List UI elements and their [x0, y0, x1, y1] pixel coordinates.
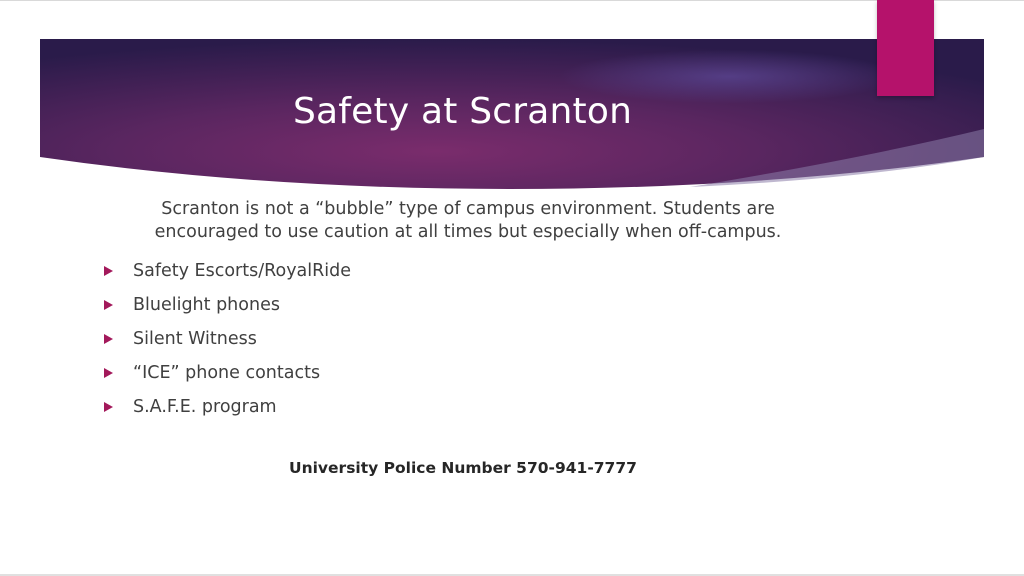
- accent-tab: [877, 0, 934, 96]
- list-item: [104, 288, 351, 322]
- bullet-text: “ICE” phone contacts: [133, 363, 321, 383]
- intro-paragraph: Scranton is not a “bubble” type of campus environment. Students are encouraged to use caution at all times but especially when off-campus.: [154, 199, 782, 242]
- list-item: [104, 254, 351, 288]
- list-item: [104, 322, 351, 356]
- bullet-text: Safety Escorts/RoyalRide: [133, 261, 352, 281]
- bullet-text: Silent Witness: [133, 329, 257, 349]
- bullet-list: [104, 254, 351, 424]
- bullet-text: Bluelight phones: [133, 295, 280, 315]
- top-divider: [0, 0, 1024, 1]
- list-item: [104, 390, 351, 424]
- slide-title: Safety at Scranton: [293, 91, 633, 132]
- triangle-bullet-icon: [104, 300, 113, 310]
- list-item: [104, 356, 351, 390]
- triangle-bullet-icon: [104, 368, 113, 378]
- triangle-bullet-icon: [104, 266, 113, 276]
- police-number: University Police Number 570-941-7777: [289, 459, 637, 477]
- triangle-bullet-icon: [104, 334, 113, 344]
- bullet-text: S.A.F.E. program: [133, 397, 277, 417]
- triangle-bullet-icon: [104, 402, 113, 412]
